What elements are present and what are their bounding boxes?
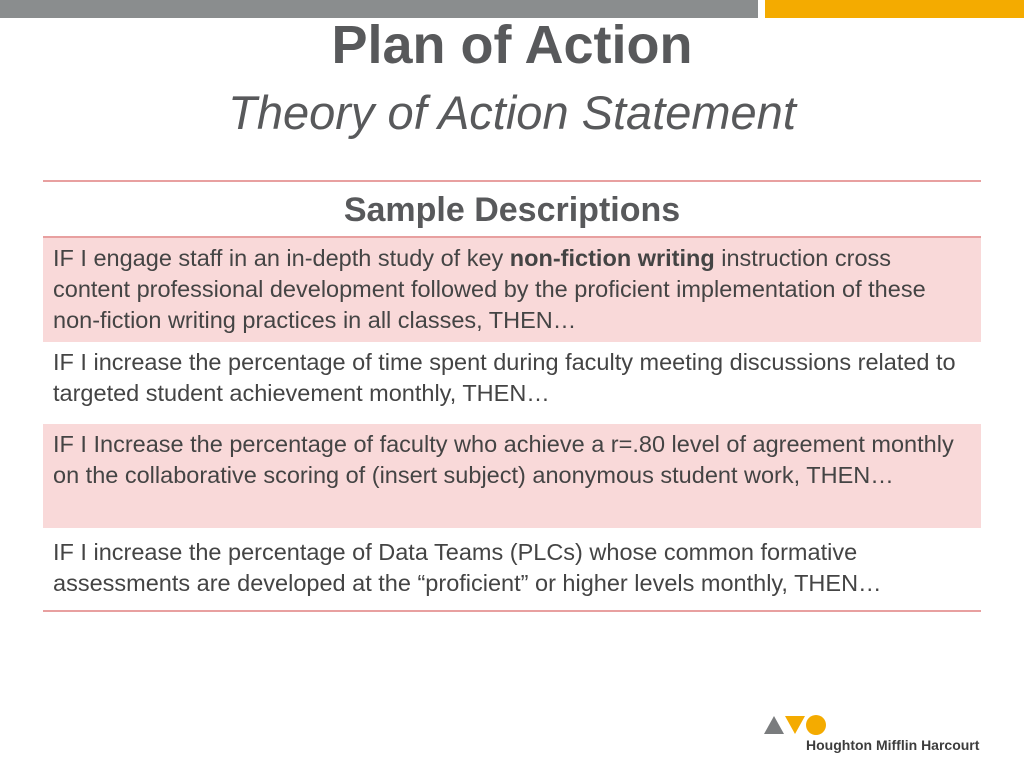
row-text: IF I increase the percentage of time spent during faculty meeting discussions related to targeted student achievement monthly, THEN… bbox=[53, 349, 956, 406]
row-text: IF I engage staff in an in-depth study of key bbox=[53, 245, 510, 271]
table-row bbox=[43, 528, 981, 610]
slide-subtitle: Theory of Action Statement bbox=[228, 86, 796, 139]
table-row bbox=[43, 424, 981, 528]
row-text: instruction cross content professional development followed by the proficient implementation of these non-fiction writing practices in all classes, THEN… bbox=[53, 245, 926, 333]
slide-title: Plan of Action bbox=[331, 15, 693, 75]
sample-descriptions-table bbox=[43, 180, 981, 612]
logo-text: Houghton Mifflin Harcourt bbox=[806, 737, 980, 753]
row-text: IF I Increase the percentage of faculty who achieve a r=.80 level of agreement monthly on the collaborative scoring of (insert subject) anonymous student work, THEN… bbox=[53, 431, 954, 488]
row-text: IF I increase the percentage of Data Teams (PLCs) whose common formative assessments are developed at the “proficient” or higher levels monthly, THEN… bbox=[53, 539, 882, 596]
table-row bbox=[43, 342, 981, 422]
row-emphasis: non-fiction writing bbox=[509, 245, 715, 271]
table-row bbox=[43, 238, 981, 342]
table-header: Sample Descriptions bbox=[43, 182, 981, 238]
